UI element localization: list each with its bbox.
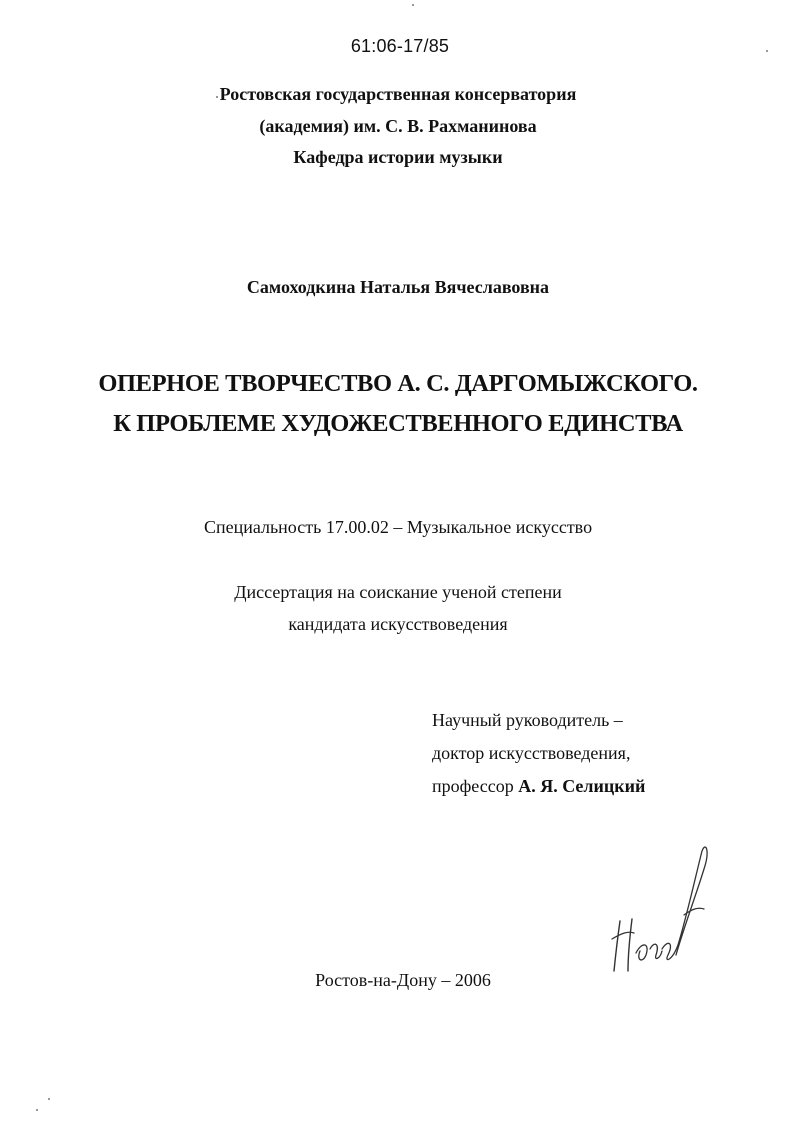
scan-speck xyxy=(36,1109,38,1111)
degree-line1: Диссертация на соискание ученой степени xyxy=(234,582,562,602)
advisor-role: Научный руководитель – xyxy=(432,710,623,730)
institution-name-line1: Ростовская государственная консерватория xyxy=(219,84,577,104)
dissertation-title-line2: К ПРОБЛЕМЕ ХУДОЖЕСТВЕННОГО ЕДИНСТВА xyxy=(113,410,683,437)
scan-speck xyxy=(216,96,218,98)
advisor-name: А. Я. Селицкий xyxy=(518,776,646,796)
scan-speck xyxy=(766,50,768,52)
city-and-year: Ростов-на-Дону – 2006 xyxy=(315,970,491,990)
handwritten-signature-icon xyxy=(598,843,718,983)
specialty-line: Специальность 17.00.02 – Музыкальное искусство xyxy=(203,517,593,537)
scan-speck xyxy=(48,1098,50,1100)
author-name: Самоходкина Наталья Вячеславовна xyxy=(246,277,550,297)
scan-speck xyxy=(412,4,414,6)
degree-line2: кандидата искусствоведения xyxy=(288,614,508,634)
advisor-position-line xyxy=(432,776,645,797)
institution-name-line2: (академия) им. С. В. Рахманинова xyxy=(259,116,537,136)
advisor-position: профессор xyxy=(432,776,514,796)
department-name: Кафедра истории музыки xyxy=(293,147,503,167)
advisor-degree: доктор искусствоведения, xyxy=(432,743,631,763)
dissertation-title-line1: ОПЕРНОЕ ТВОРЧЕСТВО А. С. ДАРГОМЫЖСКОГО. xyxy=(98,370,698,397)
registry-code: 61:06-17/85 xyxy=(350,36,450,56)
